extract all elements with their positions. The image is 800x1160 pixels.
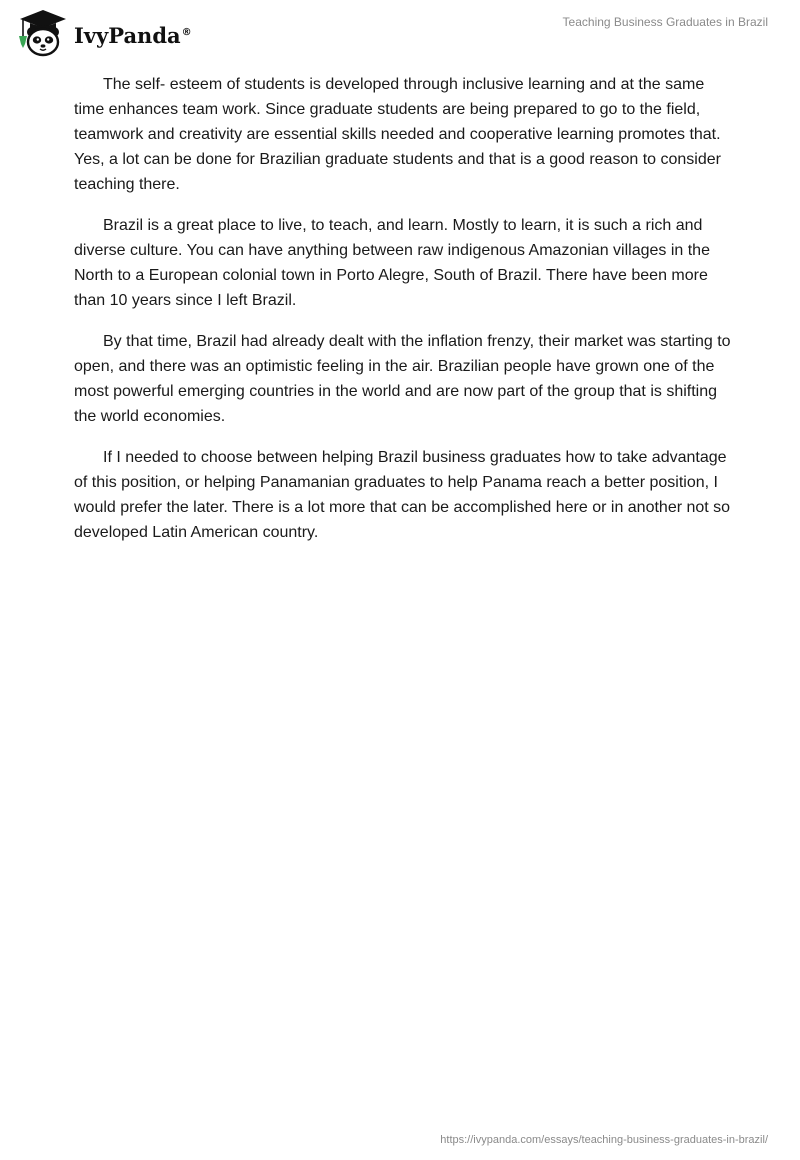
essay-body bbox=[74, 72, 734, 561]
paragraph: If I needed to choose between helping Brazil business graduates how to take advantage of this position, or helping Panamanian graduates to help Panama reach a better position, I would prefer the later. There is a lot more that can be accomplished here or in another not so developed Latin American country. bbox=[74, 449, 731, 541]
paragraph: By that time, Brazil had already dealt with the inflation frenzy, their market was starting to open, and there was an optimistic feeling in the air. Brazilian people have grown one of the most powerful emerging countries in the world and are now part of the group that is shifting the world economies. bbox=[74, 333, 731, 425]
page-header bbox=[0, 0, 800, 70]
brand-name-text: IvyPanda bbox=[74, 22, 181, 48]
panda-graduation-cap-icon bbox=[14, 8, 72, 58]
registered-mark: ® bbox=[181, 26, 192, 38]
source-url-link[interactable]: https://ivypanda.com/essays/teaching-business-graduates-in-brazil/ bbox=[440, 1134, 768, 1146]
paragraph: Brazil is a great place to live, to teach, and learn. Mostly to learn, it is such a rich and diverse culture. You can have anything between raw indigenous Amazonian villages in the North to a European colonial town in Porto Alegre, South of Brazil. There have been more than 10 years since I left Brazil. bbox=[74, 217, 710, 309]
document-title: Teaching Business Graduates in Brazil bbox=[562, 15, 768, 29]
brand-name bbox=[74, 23, 192, 48]
paragraph: The self- esteem of students is developed through inclusive learning and at the same time enhances team work. Since graduate students are being prepared to go to the field, teamwork and creativity are essential skills needed and cooperative learning promotes that. Yes, a lot can be done for Brazilian graduate students and that is a good reason to consider teaching there. bbox=[74, 76, 721, 193]
brand-logo[interactable] bbox=[14, 8, 192, 58]
